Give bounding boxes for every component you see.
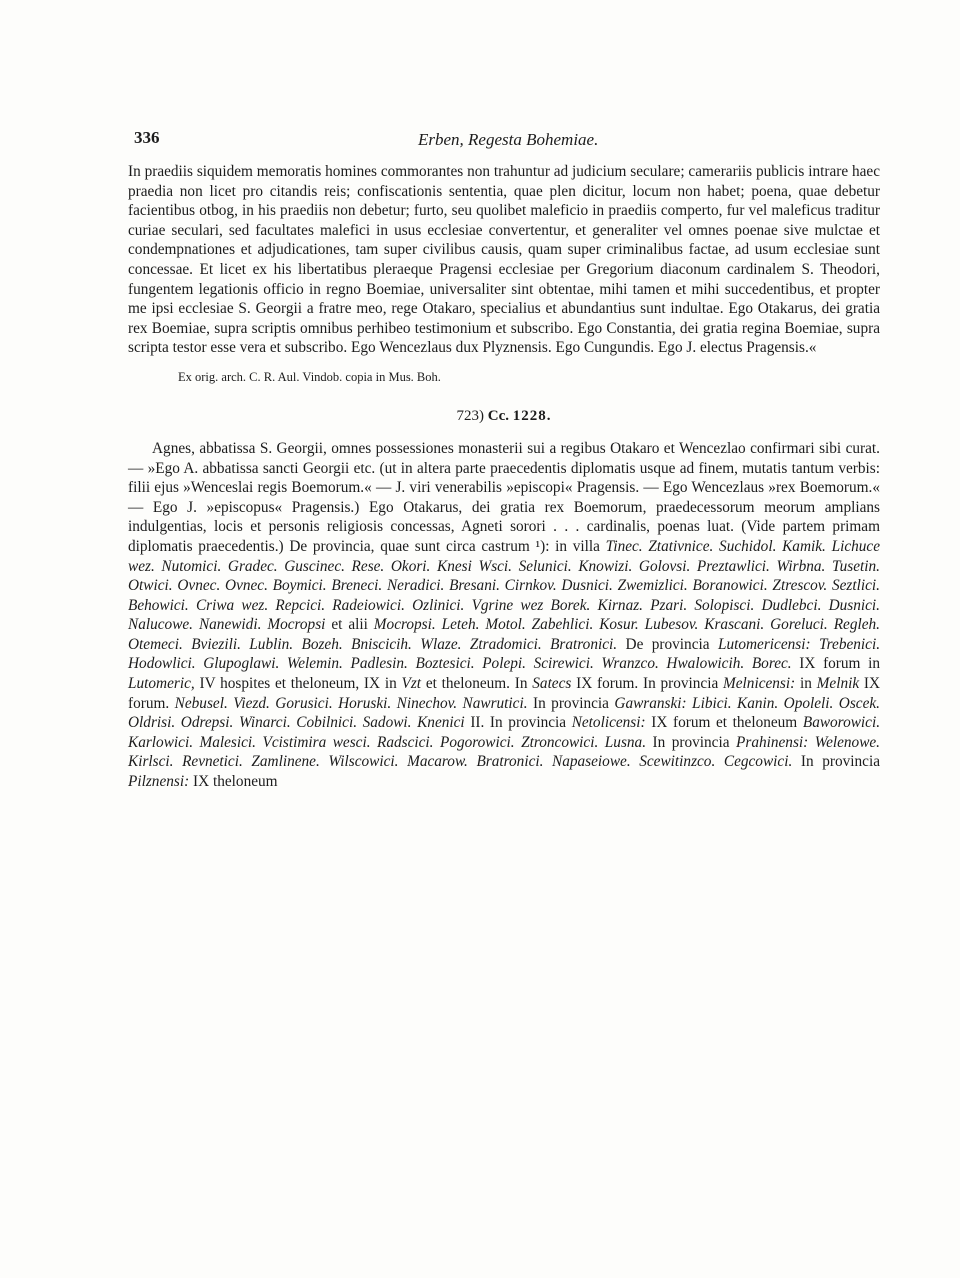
text-segment: II. In provincia [470, 714, 567, 732]
text-segment: IX forum. [128, 675, 881, 712]
place-list-7: Prahinensi: Welenowe. Kirlsci. Revnetici. Zamlinene. Wilscowici. Macarow. Bratronici. Napaseiowe. Scewitinzco. Cegcowici. [128, 733, 881, 771]
paragraph-charter-continuation: In praediis siquidem memoratis homines commorantes non trahuntur ad judicium seculare; camerariis publicis intrare haec praedia non licet pro citandis reis; confiscationis sententia, quae plen dicitur, locum non habet; poena, quae debetur facientibus otbog, in his praediis non debetur; furto, seu quolibet maleficio in praediis comperto, fur vel maleficus traditur curiae seculari, sed facultates malefici in usus ecclesiae convertentur, et generaliter vel omnes poenae sive mulctae et condempnationes et adjudicationes, tam super civilibus causis, quam super criminalibus factae, ad usum ecclesiae sunt concessae. Et licet ex his libertatibus pleraeque Pragensi ecclesiae per Gregorium diaconum cardinalem S. Theodori, fungentem legationis officio in regno Boemiae, universaliter sint obtentae, mihi tamen et mihi succedentibus, et propter me ipsi ecclesiae S. Georgii a fratre meo, rege Otakaro, specialius et abundantius sunt indultae. Ego Otakarus, dei gratia rex Boemiae, supra scriptis omnibus perhibeo testimonium et subscribo. Ego Constantia, dei gratia regina Boemiae, supra scripta testor esse vera et subscribo. Ego Wencezlaus dux Plyznensis. Ego Cungundis. Ego J. electus Pragensis.« [128, 163, 880, 357]
source-note: Ex orig. arch. C. R. Aul. Vindob. copia in Mus. Boh. [178, 369, 441, 384]
text-segment: IX theloneum [193, 773, 278, 791]
place-list-3: Lutomericensi: Trebenici. Hodowlici. Glupoglawi. Welemin. Padlesin. Boztesici. Polepi. Scirewici. Wranzco. Hwalowicih. Borec. [128, 635, 881, 673]
place-name: Satecs [532, 675, 572, 693]
text-segment: In provincia [533, 694, 609, 712]
page-number: 336 [134, 128, 160, 147]
paragraph-agnes-charter [128, 439, 880, 792]
place-name: Melnicensi: [723, 675, 796, 693]
text-segment: et theloneum. In [425, 675, 528, 693]
text-segment: In provincia [800, 753, 880, 771]
document-heading [128, 408, 880, 425]
text-segment: IV hospites et theloneum, IX in [199, 675, 397, 693]
place-name: Vzt [401, 675, 422, 693]
place-list-1: Tinec. Ztativnice. Suchidol. Kamik. Lichuce wez. Nutomici. Gradec. Guscinec. Rese. Okori. Knesi Wsci. Selunici. Knowizi. Golovsi. Preztawlici. Wirbna. Tusetin. Otwici. Ovnec. Ovnec. Boymici. Breneci. Neradici. Bresani. Cirnkov. Dusnici. Zwemizlici. Boranowici. Ztrescov. Seztlici. Behowici. Criwa wez. Repcici. Radeiowici. Ozlinici. Vgrine wez Borek. Kirnaz. Pzari. Solopisci. Dudlebci. Dusnici. Nalucowe. Nanewidi. Mocropsi [128, 537, 880, 634]
running-title: Erben, Regesta Bohemiae. [418, 130, 599, 149]
document-number: 723) [456, 407, 484, 424]
place-name: Netolicensi: [571, 714, 646, 732]
place-name: Lutomeric, [128, 675, 195, 693]
text-segment: In provincia [652, 733, 730, 751]
text-segment: De provincia [625, 635, 710, 653]
text-segment: IX forum et theloneum [651, 714, 798, 732]
text-segment: IX forum. In provincia [576, 675, 719, 693]
text-segment: in [800, 675, 812, 693]
paragraph-intro: Agnes, abbatissa S. Georgii, omnes possessiones monasterii sui a regibus Otakaro et Wencezlao confirmari sibi curat. — »Ego A. abbatissa sancti Georgii etc. (ut in altera parte praecedentis diplomatis usque ad finem, mutatis tantum verbis: filii ejus »Wenceslai regis Boemorum.« — J. viri venerabilis »episcopi« Pragensis. — Ego Wencezlaus »rex Boemorum.« — Ego J. »episcopus« Pragensis.) Ego Otakarus, dei gratia rex Boemorum, praedecessorum meorum amplians indulgentias, locis et personis religiosis concessas, Agneti sorori . . . cardinalis, poenas luat. (Vide partem primam diplomatis praecedentis.) De provincia, quae sunt circa castrum ¹): in villa [128, 439, 880, 555]
document-year: 1228. [512, 407, 552, 424]
place-list-5: Gawranski: Libici. Kanin. Opoleli. Oscek. Oldrisi. Odrepsi. Winarci. Cobilnici. Sadowi. Knenici [128, 694, 880, 732]
text-segment: IX forum in [799, 655, 880, 673]
place-name: Melnik [816, 675, 860, 693]
document-date-prefix: Cc. [487, 407, 509, 424]
place-list-2: Mocropsi. Leteh. Motol. Zabehlici. Kosur. Lubesov. Krascani. Goreluci. Regleh. Otemeci. Bviezili. Lublin. Bozeh. Bniscicih. Wlaze. Ztradomici. Bratronici. [128, 616, 880, 653]
place-name: Pilznensi: [128, 773, 190, 791]
place-list-4: Nebusel. Viezd. Gorusici. Horuski. Ninechov. Nawrutici. [174, 694, 528, 712]
place-list-6: Baworowici. Karlowici. Malesici. Vcistimira wesci. Radscici. Pogorowici. Ztroncowici. Lusna. [128, 714, 881, 751]
page-header [128, 128, 880, 162]
document-page [128, 128, 880, 792]
text-segment: et alii [331, 616, 368, 634]
